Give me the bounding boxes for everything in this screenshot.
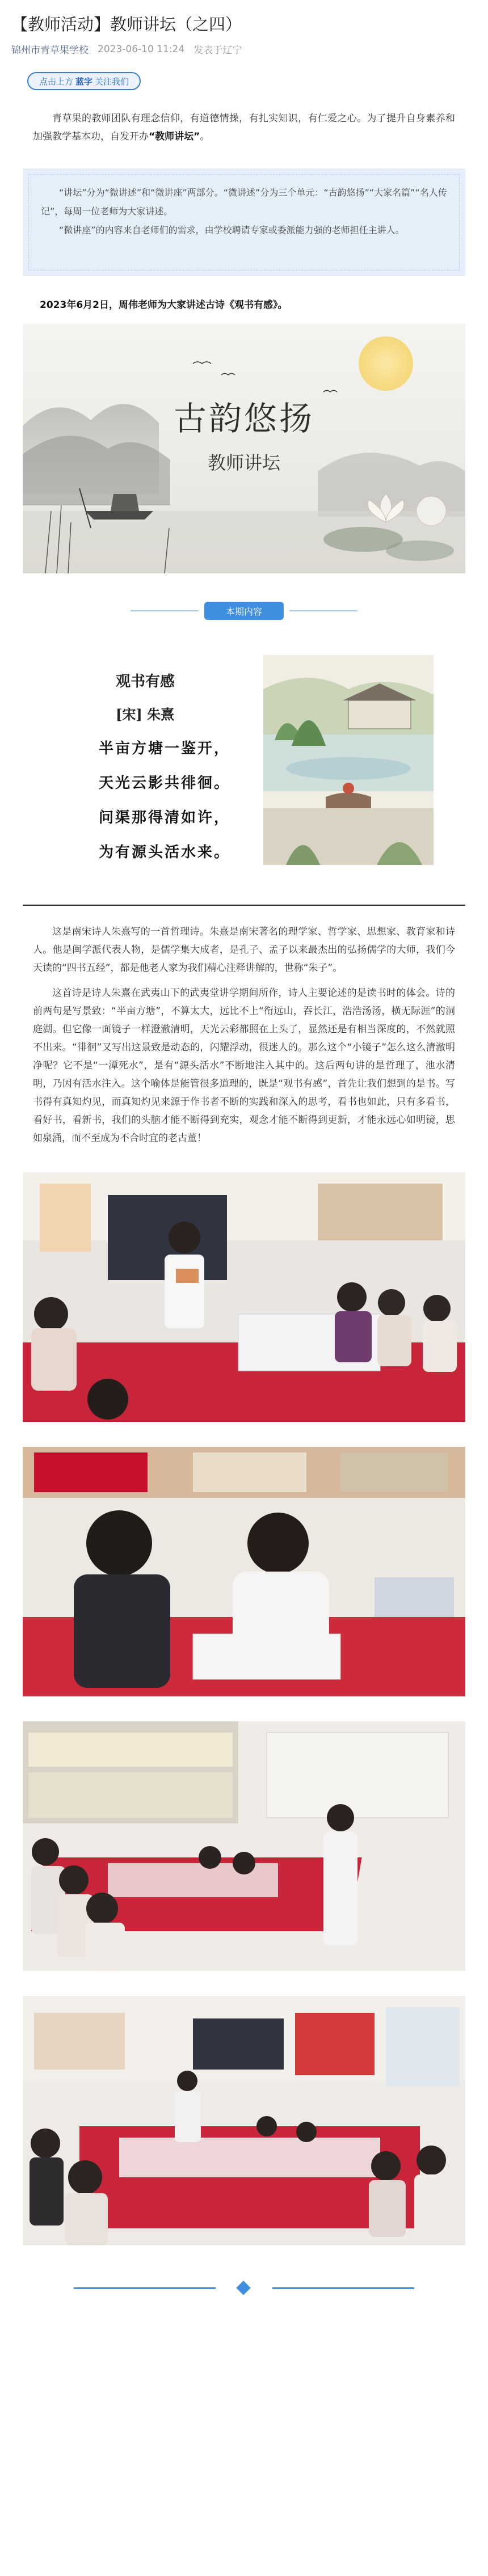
quote-box: [23, 168, 465, 276]
poem-block: [25, 655, 463, 865]
intro-bold: “教师讲坛”: [149, 131, 200, 142]
poem-line: 为有源头活水来。: [99, 844, 231, 861]
banner-image: [23, 324, 465, 573]
follow-highlight: 蓝字: [75, 76, 92, 87]
quote-paragraph-2: “微讲座”的内容来自老师们的需求，由学校聘请专家或委派能力强的老师担任主讲人。: [59, 225, 405, 235]
publish-time: 2023-06-10 11:24: [98, 43, 185, 55]
banner-title: 古韵悠扬: [173, 399, 314, 438]
quote-paragraph-1: “讲坛”分为“微讲述”和“微讲座”两部分。“微讲述”分为三个单元：“古韵悠扬”“大家名篇”“名人传记”，每周一位老师为大家讲述。: [41, 187, 447, 217]
section-tag: [131, 599, 357, 622]
section-line-left: [131, 610, 199, 611]
follow-banner[interactable]: [27, 70, 146, 92]
diamond-ornament-icon: [236, 2281, 250, 2295]
poem-illustration: [263, 655, 434, 865]
intro-text: 青草果的教师团队有理念信仰，有道德情操，有扎实知识，有仁爱之心。为了提升自身素养和加强教学基本功，自发开办: [33, 113, 455, 142]
footer-ornament: [74, 2279, 414, 2296]
poem-line: 问渠那得清如许，: [99, 809, 231, 826]
activity-photo-3: [23, 1721, 465, 1971]
follow-pill[interactable]: [27, 72, 141, 90]
follow-prefix: 点击上方: [39, 76, 73, 87]
poem-line: 天光云影共徘徊。: [99, 775, 231, 792]
intro-paragraph: [0, 109, 488, 146]
section-line-right: [289, 610, 357, 611]
footer-dash-left: [74, 2287, 216, 2289]
poem-text: [99, 670, 269, 862]
follow-suffix: 关注我们: [95, 76, 129, 87]
activity-photo-2: [23, 1447, 465, 1696]
poem-author: [宋] 朱熹: [116, 706, 175, 723]
date-line: 2023年6月2日，周伟老师为大家讲述古诗《观书有感》。: [40, 299, 288, 311]
account-name-link[interactable]: 锦州市青草果学校: [11, 45, 89, 56]
section-divider: [23, 905, 465, 906]
body-paragraph-1: 这是南宋诗人朱熹写的一首哲理诗。朱熹是南宋著名的理学家、哲学家、思想家、教育家和诗人。他是闽学派代表人物，是儒学集大成者，是孔子、孟子以来最杰出的弘扬儒学的大师，我们今天读的“四书五经”，都是他老人家为我们精心注释讲解的，世称“朱子”。: [33, 926, 455, 974]
activity-photo-4: [23, 1996, 465, 2245]
activity-photo-1: [23, 1172, 465, 1422]
publish-location: 发表于辽宁: [193, 45, 242, 56]
intro-text-end: 。: [200, 131, 210, 142]
footer-dash-right: [272, 2287, 414, 2289]
poem-line: 半亩方塘一鉴开，: [99, 740, 231, 757]
section-tag-label: 本期内容: [204, 602, 284, 620]
banner-subtitle: 教师讲坛: [207, 452, 280, 474]
body-paragraph-2: 这首诗是诗人朱熹在武夷山下的武夷堂讲学期间所作，诗人主要论述的是读书时的体会。诗的前两句是写景致：“半亩方塘”，不算太大，远比不上“衔远山，吞长江，浩浩汤汤，横无际涯”的洞庭湖。但它像一面镜子一样澄澈清明，天光云彩都照在上头了，显然还是有相当深度的，不然就照不出来。“徘徊”又写出这景致是动态的，闪耀浮动，很迷人的。那么这个“小镜子”怎么这么清澈明净呢？它不是“一潭死水”，是有“源头活水”不断地注入其中的。这后两句讲的是哲理了，池水清明，乃因有活水注入。这个喻体是能管很多道理的，既是“观书有感”，首先让我们想到的是书。写书得有真知灼见，而真知灼见来源于作书者不断的实践和深入的思考，看书也如此，只有多看书，看好书，看新书，我们的头脑才能不断得到充实，观念才能不断得到更新，才能永远心如明镜，思如泉涌，而不至成为不合时宜的老古董！: [33, 987, 455, 1144]
article-meta: [0, 42, 488, 65]
article-title: 【教师活动】教师讲坛（之四）: [11, 15, 242, 34]
poem-title: 观书有感: [116, 673, 175, 690]
